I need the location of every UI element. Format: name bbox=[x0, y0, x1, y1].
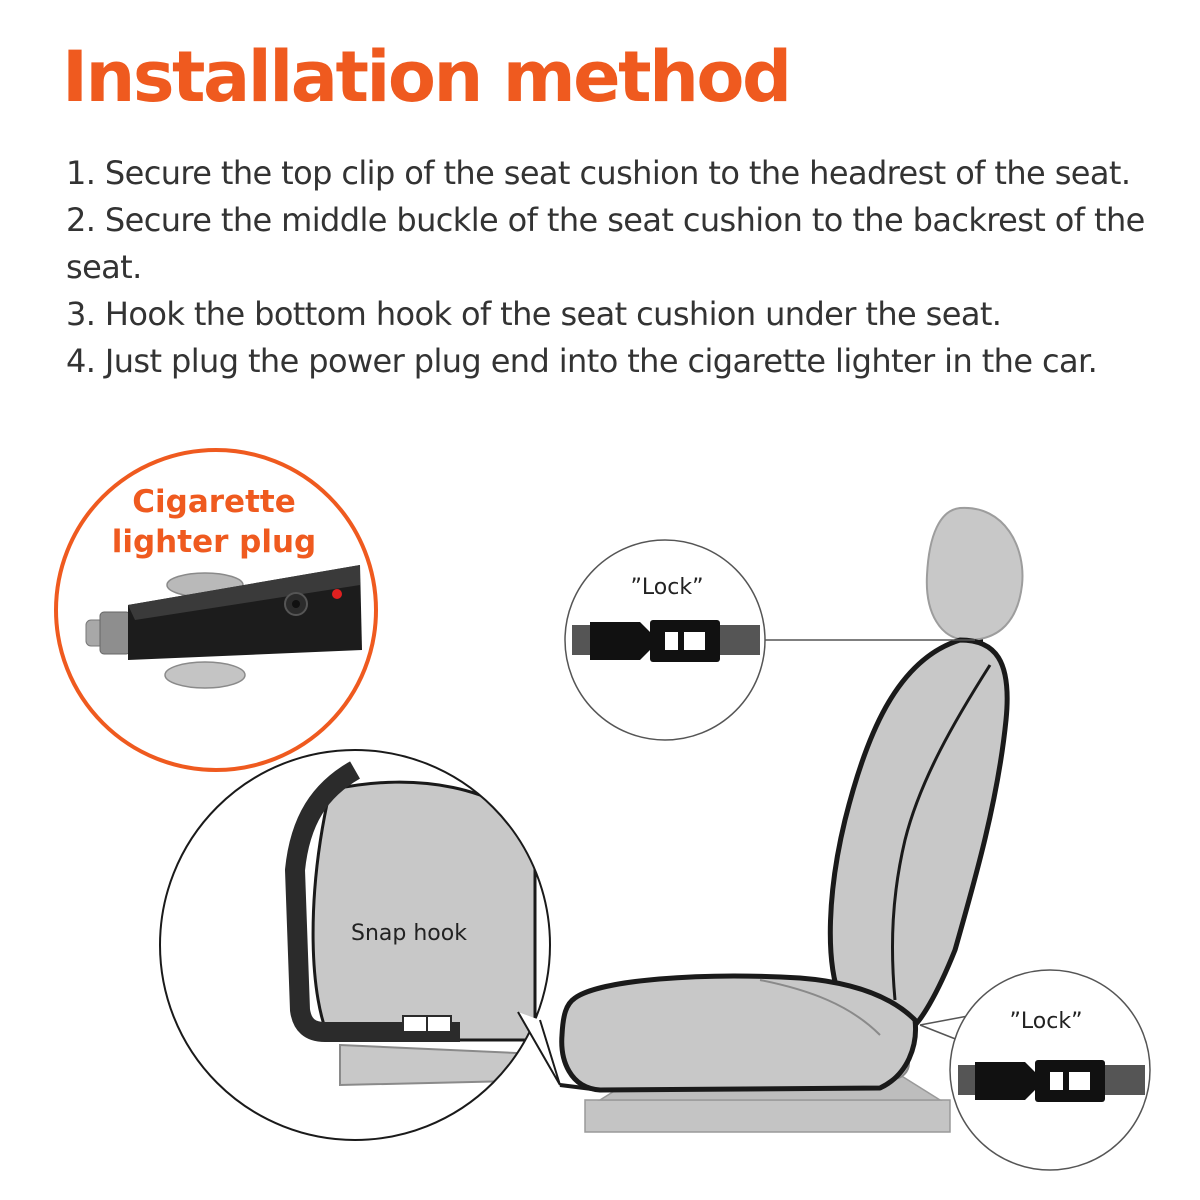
lock-label-bottom: ”Lock” bbox=[1009, 1009, 1083, 1034]
page-title: Installation method bbox=[62, 36, 790, 118]
instruction-step-3: 3. Hook the bottom hook of the seat cushion under the seat. bbox=[66, 295, 1002, 333]
instruction-step-2: 2. Secure the middle buckle of the seat cushion to the backrest of the seat. bbox=[66, 201, 1145, 286]
instruction-list bbox=[66, 150, 1176, 385]
instruction-step-1: 1. Secure the top clip of the seat cushion to the headrest of the seat. bbox=[66, 154, 1131, 192]
installation-diagram bbox=[0, 400, 1200, 1200]
bottom-lock-callout bbox=[920, 970, 1150, 1170]
snap-hook-callout bbox=[160, 750, 560, 1140]
cigarette-plug-callout bbox=[56, 450, 376, 770]
snap-hook-label: Snap hook bbox=[351, 921, 467, 946]
plug-label-line2: lighter plug bbox=[111, 524, 317, 560]
instruction-step-4: 4. Just plug the power plug end into the cigarette lighter in the car. bbox=[66, 342, 1098, 380]
lock-label-top: ”Lock” bbox=[630, 575, 704, 600]
plug-label-line1: Cigarette bbox=[132, 484, 296, 520]
